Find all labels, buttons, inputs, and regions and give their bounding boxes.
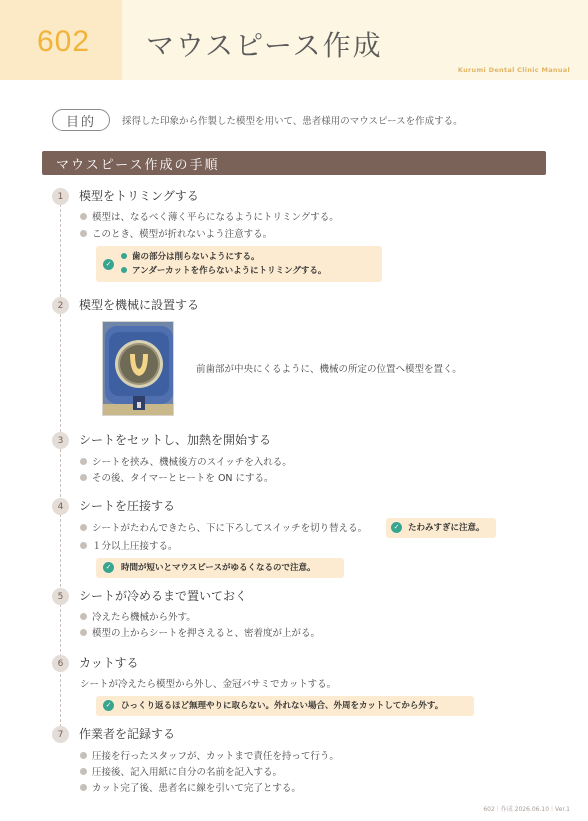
note-box <box>96 696 474 716</box>
purpose-badge: 目的 <box>52 109 110 131</box>
list-item: 冷えたら機械から外す。 <box>80 611 196 624</box>
manual-name: Kurumi Dental Clinic Manual <box>457 66 570 74</box>
list-item: シートを挟み、機械後方のスイッチを入れる。 <box>80 456 292 469</box>
page-number: 602 <box>37 25 91 58</box>
check-icon: ✓ <box>103 700 114 711</box>
bullet-dot <box>80 629 87 636</box>
bullet-dot <box>80 474 87 481</box>
header-number-box <box>0 0 122 80</box>
step-title: カットする <box>79 656 139 670</box>
step-title: シートを圧接する <box>79 499 176 513</box>
bullet-dot <box>80 524 87 531</box>
list-item: このとき、模型が折れないよう注意する。 <box>80 228 272 241</box>
machine-photo <box>102 321 174 416</box>
note-item: アンダーカットを作らないようにトリミングする。 <box>121 265 326 277</box>
list-item: 模型は、なるべく薄く平らになるようにトリミングする。 <box>80 211 339 224</box>
bullet-dot <box>80 752 87 759</box>
step-title: シートが冷めるまで置いておく <box>79 589 248 603</box>
check-icon: ✓ <box>391 522 402 533</box>
bullet-dot <box>121 253 127 259</box>
step-text: 前歯部が中央にくるように、機械の所定の位置へ模型を置く。 <box>196 364 462 375</box>
bullet-dot <box>80 213 87 220</box>
list-item: シートがたわんできたら、下に下ろしてスイッチを切り替える。 <box>80 522 367 535</box>
step-number: 6 <box>52 655 69 672</box>
purpose-row <box>52 109 463 131</box>
page-footer: 602｜作成 2026.06.10｜Ver.1 <box>483 806 570 813</box>
section-title: マウスピース作成の手順 <box>42 151 546 175</box>
bullet-dot <box>80 230 87 237</box>
note-item: ひっくり返るほど無理やりに取らない。外れない場合、外周をカットしてから外す。 <box>121 701 444 711</box>
list-item: カット完了後、患者名に線を引いて完了とする。 <box>80 782 301 795</box>
list-item: その後、タイマーとヒートを ON にする。 <box>80 472 274 485</box>
timeline-line <box>60 204 61 732</box>
purpose-text: 採得した印象から作製した模型を用いて、患者様用のマウスピースを作成する。 <box>122 116 463 127</box>
note-box <box>96 558 344 578</box>
step-number: 7 <box>52 726 69 743</box>
note-item: 時間が短いとマウスピースがゆるくなるので注意。 <box>121 563 316 573</box>
step-number: 4 <box>52 498 69 515</box>
bullet-dot <box>80 784 87 791</box>
page-title: マウスピース作成 <box>146 29 383 62</box>
bullet-dot <box>80 542 87 549</box>
bullet-dot <box>80 768 87 775</box>
check-icon: ✓ <box>103 259 114 270</box>
note-item: たわみすぎに注意。 <box>408 523 485 533</box>
step-number: 3 <box>52 432 69 449</box>
step-title: 模型をトリミングする <box>79 189 199 203</box>
page-header <box>0 0 588 80</box>
step-number: 2 <box>52 297 69 314</box>
bullet-dot <box>80 458 87 465</box>
step-number: 1 <box>52 188 69 205</box>
bullet-dot <box>80 613 87 620</box>
list-item: 圧接を行ったスタッフが、カットまで責任を持って行う。 <box>80 750 339 763</box>
note-box <box>96 246 382 282</box>
step-title: シートをセットし、加熱を開始する <box>79 433 272 447</box>
step-title: 作業者を記録する <box>79 727 176 741</box>
check-icon: ✓ <box>103 562 114 573</box>
note-item: 歯の部分は削らないようにする。 <box>121 251 260 263</box>
list-item: 圧接後、記入用紙に自分の名前を記入する。 <box>80 766 282 779</box>
bullet-dot <box>121 267 127 273</box>
step-text: シートが冷えたら模型から外し、金冠バサミでカットする。 <box>80 679 337 690</box>
inline-note-box <box>386 518 496 538</box>
list-item: １分以上圧接する。 <box>80 540 178 553</box>
step-title: 模型を機械に設置する <box>79 298 200 312</box>
list-item: 模型の上からシートを押さえると、密着度が上がる。 <box>80 627 320 640</box>
machine-photo-image <box>103 322 174 416</box>
step-number: 5 <box>52 588 69 605</box>
